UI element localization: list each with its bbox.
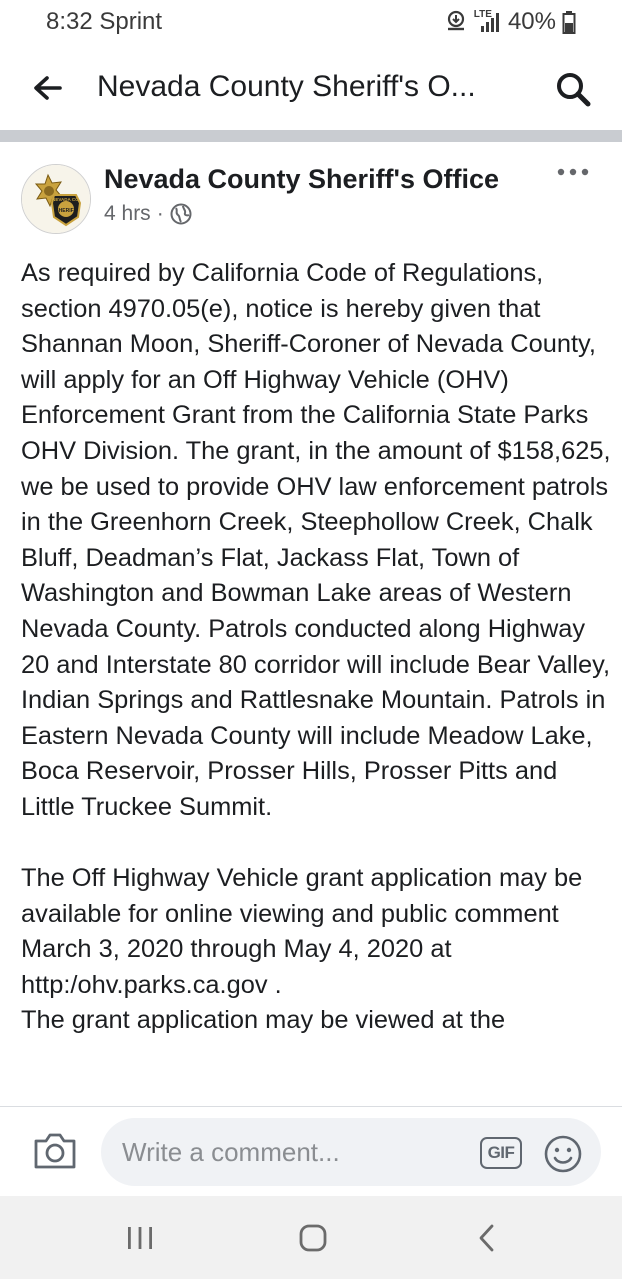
post-paragraph: As required by California Code of Regulations, section 4970.05(e), notice is hereby given that Shannan Moon, Sheriff-Coroner of Nevada County, will apply for an Off Highway Vehicle (OHV) Enforcement Grant from the California State Parks OHV Division. The grant, in the amount of $158,625, we be used to provide OHV law enforcement patrols in the Greenhorn Creek, Steephollow Creek, Chalk Bluff, Deadman’s Flat, Jackass Flat, Town of Washington and Bowman Lake areas of Western Nevada County. Patrols conducted along Highway 20 and Interstate 80 corridor will include Bear Valley, Indian Springs and Rattlesnake Mountain. Patrols in Eastern Nevada County will include Meadow Lake, Boca Reservoir, Prosser Hills, Prosser Pitts and Little Truckee Summit. <box>21 259 611 821</box>
status-icons <box>444 8 576 36</box>
page-title: Nevada County Sheriff's O... <box>97 70 476 103</box>
arrow-left-icon[interactable] <box>30 70 66 106</box>
globe-icon <box>170 203 192 225</box>
status-time: 8:32 Sprint <box>46 8 163 35</box>
sheriff-badge-logo <box>22 165 90 233</box>
svg-text:SHERIFF: SHERIFF <box>55 208 77 214</box>
post-meta <box>104 202 192 226</box>
data-saver-icon <box>444 10 468 34</box>
battery-percent: 40% <box>507 8 556 35</box>
svg-text:NEVADA CO.: NEVADA CO. <box>52 197 80 202</box>
post-time[interactable]: 4 hrs <box>104 202 151 225</box>
header-divider <box>0 130 622 142</box>
avatar[interactable] <box>21 164 91 234</box>
post-body <box>21 256 611 1039</box>
gif-button[interactable]: GIF <box>480 1137 522 1169</box>
app-header <box>0 44 622 130</box>
paragraph-gap <box>21 826 611 862</box>
status-bar <box>0 0 622 44</box>
post-card <box>0 142 622 1106</box>
post-author[interactable]: Nevada County Sheriff's Office <box>104 164 500 194</box>
search-icon[interactable] <box>554 70 592 108</box>
comment-bar <box>0 1106 622 1197</box>
network-type: LTE <box>473 8 492 20</box>
more-horizontal-icon[interactable] <box>555 160 591 184</box>
post-paragraph: The Off Highway Vehicle grant application may be available for online viewing and public comment March 3, 2020 through May 4, 2020 at http:/ohv.parks.ca.gov . <box>21 864 583 999</box>
post-paragraph: The grant application may be viewed at the <box>21 1006 506 1035</box>
camera-icon[interactable] <box>32 1131 78 1171</box>
chevron-left-icon[interactable] <box>467 1218 507 1258</box>
battery-icon <box>562 10 576 34</box>
system-nav-bar <box>0 1196 622 1279</box>
comment-input[interactable] <box>101 1118 601 1186</box>
recent-apps-icon[interactable] <box>120 1218 160 1258</box>
home-icon[interactable] <box>293 1218 333 1258</box>
emoji-icon[interactable] <box>543 1134 583 1174</box>
meta-separator: · <box>156 202 164 225</box>
